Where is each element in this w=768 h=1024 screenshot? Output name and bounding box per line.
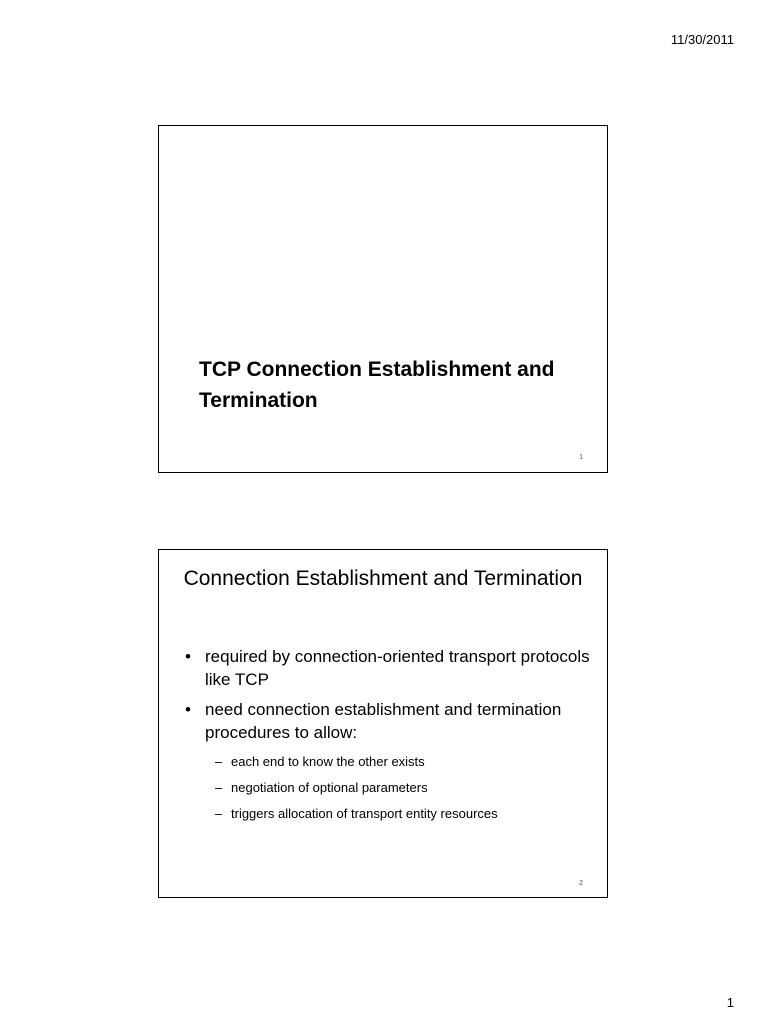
sub-bullet-item: [215, 749, 593, 775]
bullet-text: required by connection-oriented transport protocols like TCP: [205, 647, 590, 689]
bullet-marker: •: [185, 647, 191, 666]
bullet-marker: •: [185, 700, 191, 719]
bullet-text: need connection establishment and termination procedures to allow:: [205, 700, 562, 742]
page-number: 1: [726, 995, 734, 1010]
sub-bullet-list: [205, 749, 593, 827]
sub-bullet-text: each end to know the other exists: [231, 754, 425, 769]
slide-1: [158, 125, 608, 473]
slide-1-number: 1: [579, 454, 583, 461]
bullet-item: [183, 645, 593, 691]
sub-bullet-item: [215, 801, 593, 827]
slide-2: [158, 549, 608, 898]
sub-bullet-text: negotiation of optional parameters: [231, 780, 428, 795]
slide-2-bullet-list: [183, 645, 593, 834]
slide-2-title: Connection Establishment and Termination: [183, 567, 583, 590]
page-date: 11/30/2011: [670, 32, 734, 47]
bullet-item: [183, 698, 593, 827]
sub-bullet-marker: –: [215, 780, 223, 795]
sub-bullet-item: [215, 775, 593, 801]
sub-bullet-marker: –: [215, 754, 223, 769]
slide-1-title: TCP Connection Establishment and Termination: [199, 358, 555, 412]
sub-bullet-text: triggers allocation of transport entity resources: [231, 806, 498, 821]
slide-2-number: 2: [579, 880, 583, 887]
sub-bullet-marker: –: [215, 806, 223, 821]
